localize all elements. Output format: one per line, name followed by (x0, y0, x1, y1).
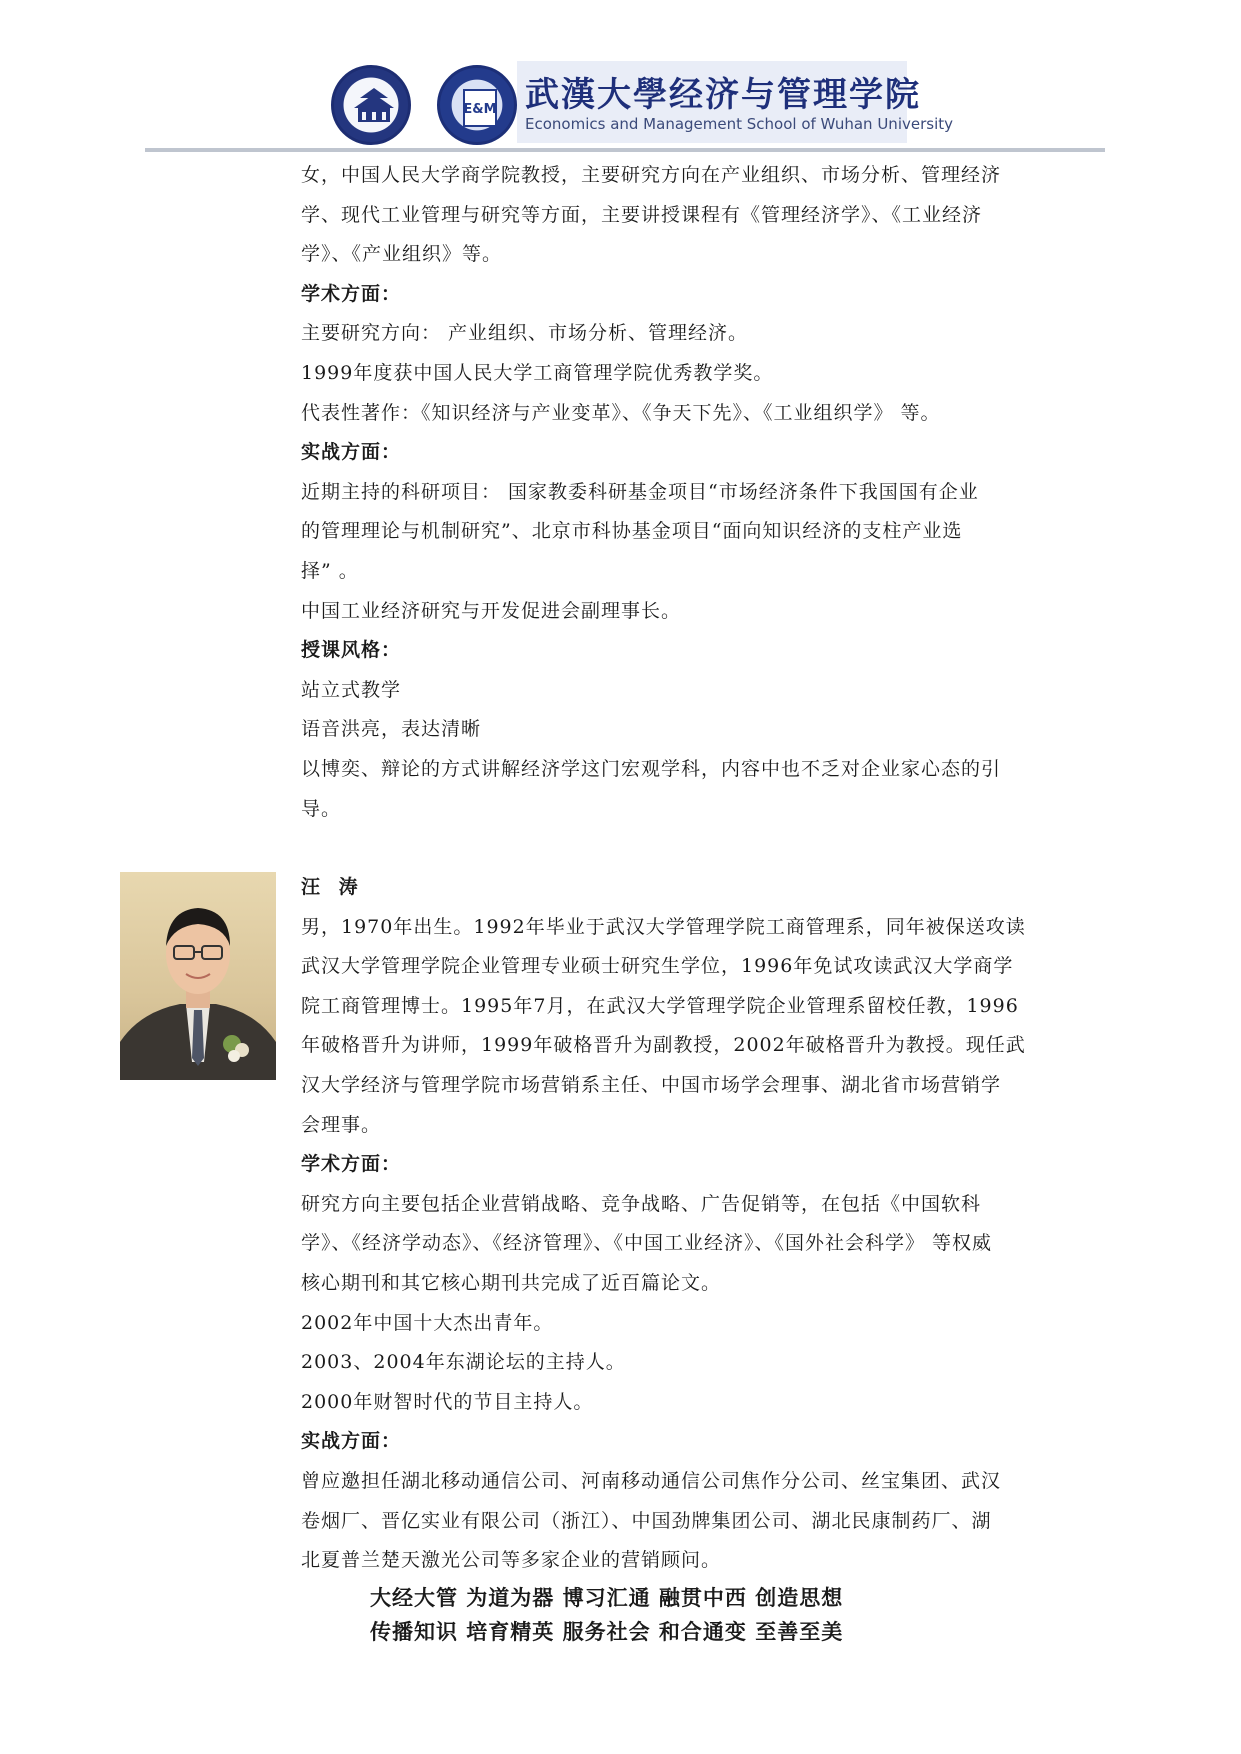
academic-heading: 学术方面： (301, 282, 402, 305)
em-school-logo (437, 65, 517, 145)
academic-line: 2003、2004年东湖论坛的主持人。 (301, 1351, 626, 1374)
page-header (327, 57, 953, 145)
teaching-style-heading: 授课风格： (301, 639, 402, 662)
academic-line: 1999年度获中国人民大学工商管理学院优秀教学奖。 (301, 361, 774, 384)
profile-1-intro-line: 女，中国人民大学商学院教授，主要研究方向在产业组织、市场分析、管理经济 (301, 164, 1002, 186)
profile-photo (120, 872, 276, 1080)
wuhan-university-logo (331, 65, 411, 145)
slogan-line-1: 大经大管 为道为器 博习汇通 融贯中西 创造思想 (370, 1585, 844, 1610)
teaching-style-line: 导。 (301, 797, 342, 820)
slogan-line-2: 传播知识 培育精英 服务社会 和合通变 至善至美 (370, 1619, 844, 1644)
teaching-style-line: 以博奕、辩论的方式讲解经济学这门宏观学科，内容中也不乏对企业家心态的引 (301, 757, 1002, 780)
profile-2-intro-line: 年破格晋升为讲师，1999年破格晋升为副教授，2002年破格晋升为教授。现任武 (301, 1034, 1026, 1057)
teaching-style-line: 语音洪亮，表达清晰 (301, 718, 482, 741)
academic-line: 研究方向主要包括企业营销战略、竞争战略、广告促销等，在包括《中国软科 (301, 1192, 982, 1215)
profile-2-intro-line: 武汉大学管理学院企业管理专业硕士研究生学位，1996年免试攻读武汉大学商学 (301, 955, 1014, 978)
practice-heading: 实战方面： (301, 441, 402, 464)
profile-2 (301, 868, 1061, 1581)
practice-line: 择” 。 (301, 559, 359, 582)
academic-line: 代表性著作：《知识经济与产业变革》、《争天下先》、《工业组织学》 等。 (301, 401, 941, 424)
profile-2-intro-line: 院工商管理博士。1995年7月，在武汉大学管理学院企业管理系留校任教，1996 (301, 994, 1019, 1017)
profile-1-intro-line: 学》、《产业组织》等。 (301, 243, 503, 266)
practice-line: 近期主持的科研项目： 国家教委科研基金项目“市场经济条件下我国国有企业 (301, 480, 979, 503)
school-name-cn: 武漢大學经济与管理学院 (525, 75, 921, 115)
teaching-style-line: 站立式教学 (301, 678, 402, 701)
em-logo-text: E&M (463, 102, 497, 117)
academic-line: 2002年中国十大杰出青年。 (301, 1311, 554, 1334)
academic-line: 核心期刊和其它核心期刊共完成了近百篇论文。 (301, 1271, 722, 1294)
practice-line: 卷烟厂、晋亿实业有限公司（浙江）、中国劲牌集团公司、湖北民康制药厂、湖 (301, 1509, 992, 1532)
academic-line: 学》、《经济学动态》、《经济管理》、《中国工业经济》、《国外社会科学》 等权威 (301, 1232, 993, 1255)
profile-2-intro-line: 会理事。 (301, 1113, 382, 1136)
practice-line: 的管理理论与机制研究”、北京市科协基金项目“面向知识经济的支柱产业选 (301, 520, 963, 543)
practice-line: 北夏普兰楚天激光公司等多家企业的营销顾问。 (301, 1549, 722, 1572)
profile-2-intro-line: 汉大学经济与管理学院市场营销系主任、中国市场学会理事、湖北省市场营销学 (301, 1073, 1002, 1096)
practice-heading: 实战方面： (301, 1430, 402, 1453)
practice-line: 中国工业经济研究与开发促进会副理事长。 (301, 599, 682, 622)
profile-2-intro-line: 男，1970年出生。1992年毕业于武汉大学管理学院工商管理系，同年被保送攻读 (301, 915, 1026, 938)
academic-line: 2000年财智时代的节目主持人。 (301, 1390, 594, 1413)
profile-1 (301, 156, 1061, 829)
profile-name: 汪 涛 (301, 876, 364, 898)
academic-line: 主要研究方向： 产业组织、市场分析、管理经济。 (301, 322, 749, 345)
academic-heading: 学术方面： (301, 1153, 402, 1176)
school-name-en: Economics and Management School of Wuhan University (525, 115, 953, 133)
profile-1-intro-line: 学、现代工业管理与研究等方面，主要讲授课程有《管理经济学》、《工业经济 (301, 203, 983, 226)
header-divider (145, 148, 1105, 152)
practice-line: 曾应邀担任湖北移动通信公司、河南移动通信公司焦作分公司、丝宝集团、武汉 (301, 1469, 1002, 1492)
